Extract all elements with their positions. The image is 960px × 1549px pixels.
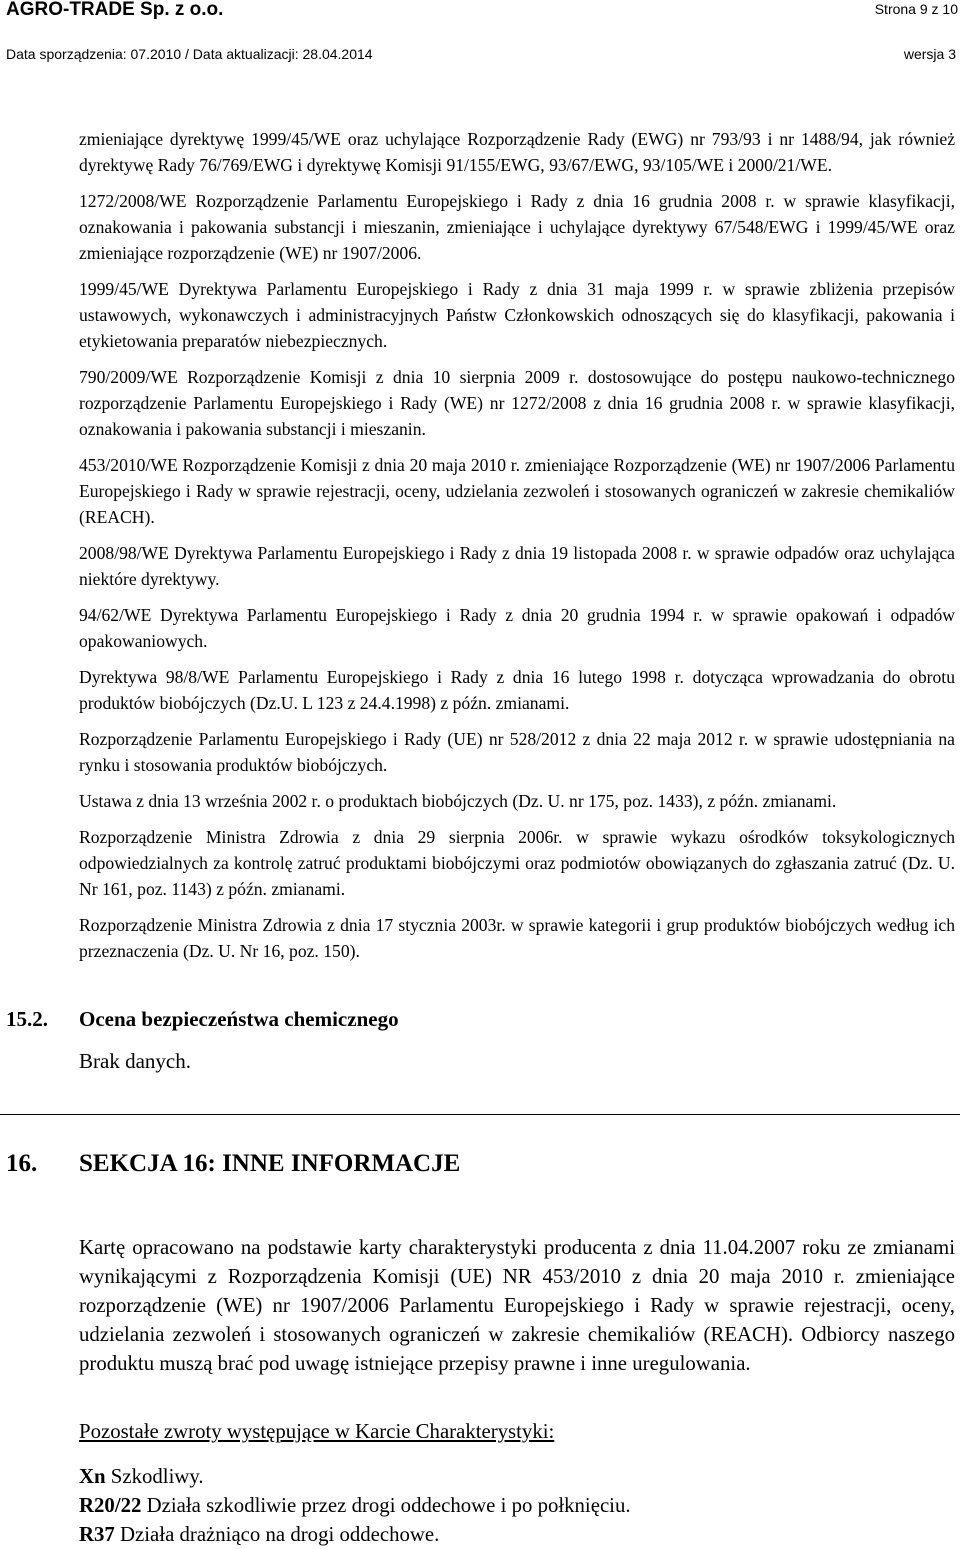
section-16-text: Kartę opracowano na podstawie karty charakterystyki producenta z dnia 11.04.2007 roku ze zmianami wynikającymi z Rozporządzenia Komisji (UE) NR 453/2010 z dnia 20 maja 2010 r. zmieniające rozporządzenie (WE) nr 1907/2006 Parlamentu Europejskiego i Rady w sprawie rejestracji, oceny, udzielania zezwoleń i stosowanych ograniczeń w zakresie chemikaliów (REACH). Odbiorcy naszego produktu muszą brać pod uwagę istniejące przepisy prawne i inne uregulowania. xyxy=(79,1236,955,1375)
document-dates: Data sporządzenia: 07.2010 / Data aktualizacji: 28.04.2014 xyxy=(6,46,373,62)
phrase-code: R20/22 xyxy=(79,1494,142,1517)
page-header xyxy=(0,0,960,26)
phrases-list xyxy=(79,1462,631,1549)
regulations-list xyxy=(79,126,955,974)
regulation-paragraph: zmieniające dyrektywę 1999/45/WE oraz uchylające Rozporządzenie Rady (EWG) nr 793/93 i nr 1488/94, jak również dyrektywę Rady 76/769/EWG i dyrektywę Komisji 91/155/EWG, 93/67/EWG, 93/105/WE i 2000/21/WE. xyxy=(79,129,955,175)
phrase-text: Działa drażniąco na drogi oddechowe. xyxy=(114,1523,440,1546)
phrase-row xyxy=(79,1462,631,1491)
section-text: Brak danych. xyxy=(79,1049,191,1073)
phrase-text: Szkodliwy. xyxy=(105,1465,204,1488)
phrase-code: Xn xyxy=(79,1465,106,1488)
regulation-paragraph: 94/62/WE Dyrektywa Parlamentu Europejskiego i Rady z dnia 20 grudnia 1994 r. w sprawie opakowań i odpadów opakowaniowych. xyxy=(79,605,955,651)
regulation-paragraph: 1272/2008/WE Rozporządzenie Parlamentu Europejskiego i Rady z dnia 16 grudnia 2008 r. w sprawie klasyfikacji, oznakowania i pakowania substancji i mieszanin, zmieniające i uchylające dyrektywy 67/548/EWG i 1999/45/WE oraz zmieniające rozporządzenie (WE) nr 1907/2006. xyxy=(79,191,955,263)
document-version: wersja 3 xyxy=(903,46,956,62)
section-title: Ocena bezpieczeństwa chemicznego xyxy=(79,1007,399,1031)
page-number: Strona 9 z 10 xyxy=(874,1,958,17)
regulation-paragraph: Rozporządzenie Parlamentu Europejskiego i Rady (UE) nr 528/2012 z dnia 22 maja 2012 r. w sprawie udostępniania na rynku i stosowania produktów biobójczych. xyxy=(79,729,955,775)
regulation-paragraph: Rozporządzenie Ministra Zdrowia z dnia 29 sierpnia 2006r. w sprawie wykazu ośrodków toksykologicznych odpowiedzialnych za kontrolę zatruć produktami biobójczymi oraz podmiotów obowiązanych do zgłaszania zatruć (Dz. U. Nr 161, poz. 1143) z późn. zmianami. xyxy=(79,827,955,899)
section-title: SEKCJA 16: INNE INFORMACJE xyxy=(79,1150,461,1177)
regulation-paragraph: Dyrektywa 98/8/WE Parlamentu Europejskiego i Rady z dnia 16 lutego 1998 r. dotycząca wprowadzania do obrotu produktów biobójczych (Dz.U. L 123 z 24.4.1998) z późn. zmianami. xyxy=(79,667,955,713)
phrase-row xyxy=(79,1491,631,1520)
section-divider xyxy=(0,1114,960,1115)
phrases-subheading: Pozostałe zwroty występujące w Karcie Charakterystyki: xyxy=(79,1420,555,1443)
company-name: AGRO-TRADE Sp. z o.o. xyxy=(6,0,224,20)
phrase-text: Działa szkodliwie przez drogi oddechowe i po połknięciu. xyxy=(141,1494,631,1517)
regulation-paragraph: Ustawa z dnia 13 września 2002 r. o produktach biobójczych (Dz. U. nr 175, poz. 1433), z późn. zmianami. xyxy=(79,791,837,811)
regulation-paragraph: 790/2009/WE Rozporządzenie Komisji z dnia 10 sierpnia 2009 r. dostosowujące do postępu naukowo-technicznego rozporządzenie Parlamentu Europejskiego i Rady (WE) nr 1272/2008 z dnia 16 grudnia 2008 r. w sprawie klasyfikacji, oznakowania i pakowania substancji i mieszanin. xyxy=(79,367,955,439)
regulation-paragraph: 453/2010/WE Rozporządzenie Komisji z dnia 20 maja 2010 r. zmieniające Rozporządzenie (WE) nr 1907/2006 Parlamentu Europejskiego i Rady w sprawie rejestracji, oceny, udzielania zezwoleń i stosowanych ograniczeń w zakresie chemikaliów (REACH). xyxy=(79,455,955,527)
section-number: 16. xyxy=(6,1150,38,1177)
document-dates-bar xyxy=(0,46,960,66)
section-number: 15.2. xyxy=(6,1007,48,1031)
regulation-paragraph: Rozporządzenie Ministra Zdrowia z dnia 17 stycznia 2003r. w sprawie kategorii i grup produktów biobójczych według ich przeznaczenia (Dz. U. Nr 16, poz. 150). xyxy=(79,915,955,961)
phrase-row xyxy=(79,1520,631,1549)
regulation-paragraph: 2008/98/WE Dyrektywa Parlamentu Europejskiego i Rady z dnia 19 listopada 2008 r. w sprawie odpadów oraz uchylająca niektóre dyrektywy. xyxy=(79,543,955,589)
phrase-code: R37 xyxy=(79,1523,115,1546)
regulation-paragraph: 1999/45/WE Dyrektywa Parlamentu Europejskiego i Rady z dnia 31 maja 1999 r. w sprawie zbliżenia przepisów ustawowych, wykonawczych i administracyjnych Państw Członkowskich odnoszących się do klasyfikacji, pakowania i etykietowania preparatów niebezpiecznych. xyxy=(79,279,955,351)
